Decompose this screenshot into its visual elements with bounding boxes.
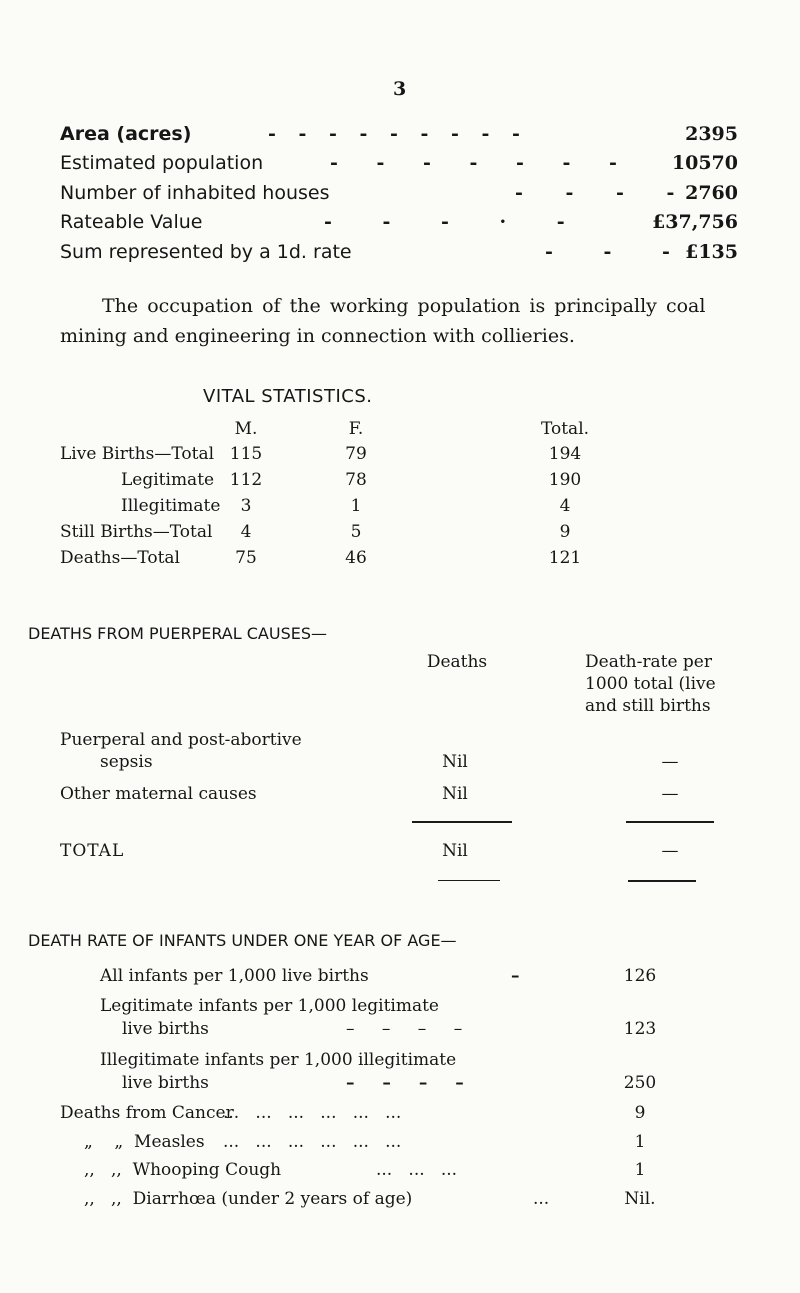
summary-value: £135 <box>685 241 738 263</box>
column-header: M. <box>234 419 258 439</box>
summary-label: Area (acres) <box>60 123 192 145</box>
summary-label: Estimated population <box>60 152 264 174</box>
occupation-text-line-2: mining and engineering in connection with collieries. <box>60 325 575 347</box>
summary-label: Rateable Value <box>60 211 203 233</box>
cell-total: 9 <box>559 522 571 542</box>
leader-dots: ... ... ... ... ... ... <box>223 1103 402 1123</box>
summary-value: 2760 <box>685 182 738 204</box>
cell-female: 79 <box>345 444 367 464</box>
row-value: 123 <box>623 1019 657 1039</box>
column-header: and still births <box>585 696 711 716</box>
total-rule <box>412 821 512 823</box>
cell-total: 121 <box>548 548 582 568</box>
row-value: 1 <box>634 1160 646 1180</box>
cell-deaths: Nil <box>442 784 468 804</box>
summary-value: 2395 <box>685 123 738 145</box>
column-header: Deaths <box>426 652 488 672</box>
cell-deaths: Nil <box>442 841 468 861</box>
total-rule <box>438 880 500 881</box>
cell-rate: — <box>661 784 679 804</box>
row-label: Legitimate infants per 1,000 legitimate <box>100 996 439 1016</box>
cell-female: 5 <box>350 522 362 542</box>
summary-dashes: - - - <box>545 241 692 263</box>
cell-female: 1 <box>350 496 362 516</box>
row-label: Still Births—Total <box>60 522 213 542</box>
row-value: 1 <box>634 1132 646 1152</box>
row-value: 9 <box>634 1103 646 1123</box>
section-heading: DEATH RATE OF INFANTS UNDER ONE YEAR OF AGE— <box>28 931 457 950</box>
cell-total: 194 <box>548 444 582 464</box>
row-dashes: – – – – <box>346 1073 475 1093</box>
row-dashes: – – – – <box>346 1019 474 1039</box>
cell-male: 75 <box>235 548 257 568</box>
summary-value: 10570 <box>671 152 738 174</box>
row-label: ,, ,, Whooping Cough <box>84 1160 282 1180</box>
cell-rate: — <box>661 841 679 861</box>
leader-dots: ... ... ... ... ... ... <box>223 1132 402 1152</box>
row-value: Nil. <box>624 1189 656 1209</box>
summary-label: Number of inhabited houses <box>60 182 330 204</box>
row-label: Other maternal causes <box>60 784 257 804</box>
row-label: Deaths from Cancer <box>60 1103 234 1123</box>
row-label: sepsis <box>100 752 153 772</box>
cell-male: 4 <box>240 522 252 542</box>
cell-female: 78 <box>345 470 367 490</box>
row-label: live births <box>122 1073 209 1093</box>
cell-deaths: Nil <box>442 752 468 772</box>
page-number: 3 <box>393 78 407 100</box>
total-rule <box>626 821 714 823</box>
cell-total: 4 <box>559 496 571 516</box>
row-label: Live Births—Total <box>60 444 215 464</box>
row-label: Illegitimate <box>121 496 221 516</box>
row-dash: – <box>511 966 520 986</box>
cell-male: 3 <box>240 496 252 516</box>
column-header: Death-rate per <box>585 652 712 672</box>
row-value: 250 <box>623 1073 657 1093</box>
cell-male: 112 <box>229 470 263 490</box>
row-label: Legitimate <box>121 470 215 490</box>
row-label: Deaths—Total <box>60 548 180 568</box>
section-heading: DEATHS FROM PUERPERAL CAUSES— <box>28 624 327 643</box>
cell-male: 115 <box>229 444 263 464</box>
leader-dots: ... <box>533 1189 550 1209</box>
occupation-text-line-1: The occupation of the working population is principally coal <box>102 295 706 317</box>
row-label: live births <box>122 1019 209 1039</box>
row-value: 126 <box>623 966 657 986</box>
cell-rate: — <box>661 752 679 772</box>
column-header: Total. <box>540 419 590 439</box>
row-label: ,, ,, Diarrhœa (under 2 years of age) <box>84 1189 413 1209</box>
total-rule <box>628 880 696 882</box>
column-header: F. <box>348 419 364 439</box>
column-header: 1000 total (live <box>585 674 716 694</box>
row-label: All infants per 1,000 live births <box>100 966 369 986</box>
leader-dots: ... ... ... <box>376 1160 458 1180</box>
summary-value: £37,756 <box>652 211 738 233</box>
summary-dashes: - - - - <box>515 182 693 204</box>
section-heading: VITAL STATISTICS. <box>203 386 373 407</box>
summary-dashes: - - - - - - - - - <box>268 123 528 145</box>
row-label: Puerperal and post-abortive <box>60 730 302 750</box>
summary-dashes: - - - - - - - <box>330 152 633 174</box>
row-label: Illegitimate infants per 1,000 illegitimate <box>100 1050 457 1070</box>
cell-female: 46 <box>345 548 367 568</box>
total-label: TOTAL <box>60 841 125 861</box>
cell-total: 190 <box>548 470 582 490</box>
row-label: „ „ Measles <box>84 1132 205 1152</box>
summary-dashes: - - - · - <box>324 211 587 233</box>
summary-label: Sum represented by a 1d. rate <box>60 241 352 263</box>
